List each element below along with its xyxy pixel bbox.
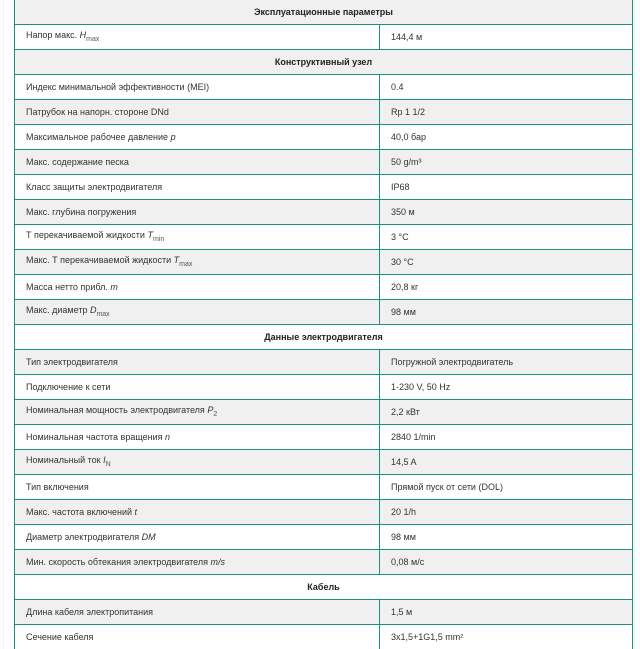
param-value: 40,0 бар [380,125,633,150]
param-value: Прямой пуск от сети (DOL) [380,475,633,500]
section-header-motor-data [15,325,633,350]
table-row [15,275,633,300]
param-label: Тип включения [15,475,380,500]
param-label: Макс. Т перекачиваемой жидкости $T_{max}$ [15,250,380,275]
param-label: Диаметр электродвигателя DM [15,525,380,550]
param-label: Масса нетто прибл. m [15,275,380,300]
param-label: Класс защиты электродвигателя [15,175,380,200]
table-row [15,350,633,375]
section-title: Данные электродвигателя [15,325,633,350]
table-row [15,525,633,550]
param-label: Сечение кабеля [15,625,380,649]
param-label: Мин. скорость обтекания электродвигателя m/s [15,550,380,575]
section-header-operating-parameters [15,0,633,25]
param-value: 3x1,5+1G1,5 mm² [380,625,633,649]
table-row [15,200,633,225]
table-row [15,250,633,275]
param-label: Патрубок на напорн. стороне DNd [15,100,380,125]
param-value: 1-230 V, 50 Hz [380,375,633,400]
param-label: Т перекачиваемой жидкости $T_{min}$ [15,225,380,250]
param-label: Макс. частота включений t [15,500,380,525]
param-value: 14,5 A [380,450,633,475]
table-row [15,625,633,649]
param-label: Номинальная мощность электродвигателя $P_2$ [15,400,380,425]
param-value: 0,08 м/с [380,550,633,575]
param-value: 98 мм [380,525,633,550]
table-row [15,425,633,450]
table-row [15,125,633,150]
param-value: 1,5 м [380,600,633,625]
param-label: Индекс минимальной эффективности (MEI) [15,75,380,100]
param-value: Rp 1 1/2 [380,100,633,125]
param-label: Длина кабеля электропитания [15,600,380,625]
table-row [15,225,633,250]
param-label: Максимальное рабочее давление p [15,125,380,150]
section-title: Кабель [15,575,633,600]
param-subscript: max [96,310,110,318]
table-row [15,150,633,175]
param-value: 2840 1/min [380,425,633,450]
param-symbol: T [173,254,180,265]
param-symbol: n [165,432,171,442]
param-label: Макс. глубина погружения [15,200,380,225]
page-edge-right [634,0,635,649]
param-subscript: N [105,460,111,468]
param-subscript: min [152,235,165,243]
param-symbol: I [103,454,106,465]
table-row [15,600,633,625]
param-symbol: t [134,507,138,517]
specifications-table [14,0,633,649]
param-value: 0.4 [380,75,633,100]
param-symbol: T [147,229,153,240]
param-value: 3 °C [380,225,633,250]
param-label: Тип электродвигателя [15,350,380,375]
param-label: Макс. диаметр $D_{max}$ [15,300,380,325]
table-row [15,175,633,200]
param-symbol: m [110,282,118,292]
param-symbol: m/s [210,557,225,567]
param-label: Номинальный ток $I_N$ [15,450,380,475]
param-symbol: D [89,304,97,315]
page-edge-left [3,0,4,649]
param-value: 50 g/m³ [380,150,633,175]
table-row [15,450,633,475]
param-symbol: P [207,404,214,415]
table-row [15,550,633,575]
table-row [15,500,633,525]
param-value: 20,8 кг [380,275,633,300]
param-subscript: 2 [213,410,218,418]
table-row [15,300,633,325]
section-title: Эксплуатационные параметры [15,0,633,25]
table-row [15,100,633,125]
table-row [15,25,633,50]
param-value: 350 м [380,200,633,225]
param-subscript: max [86,35,100,43]
table-row [15,75,633,100]
param-label: Подключение к сети [15,375,380,400]
param-label: Номинальная частота вращения n [15,425,380,450]
section-header-construction [15,50,633,75]
param-value: 30 °C [380,250,633,275]
param-symbol: p [170,132,176,142]
param-symbol: H [79,29,87,40]
table-row [15,400,633,425]
param-value: 144,4 м [380,25,633,50]
section-title: Конструктивный узел [15,50,633,75]
param-value: Погружной электродвигатель [380,350,633,375]
param-symbol: DM [141,532,156,542]
section-header-cable [15,575,633,600]
param-label: Макс. содержание песка [15,150,380,175]
param-value: 2,2 кВт [380,400,633,425]
param-subscript: max [179,260,193,268]
table-row [15,375,633,400]
param-value: 20 1/h [380,500,633,525]
param-value: IP68 [380,175,633,200]
param-value: 98 мм [380,300,633,325]
table-row [15,475,633,500]
param-label: Напор макс. $H_{max}$ [15,25,380,50]
